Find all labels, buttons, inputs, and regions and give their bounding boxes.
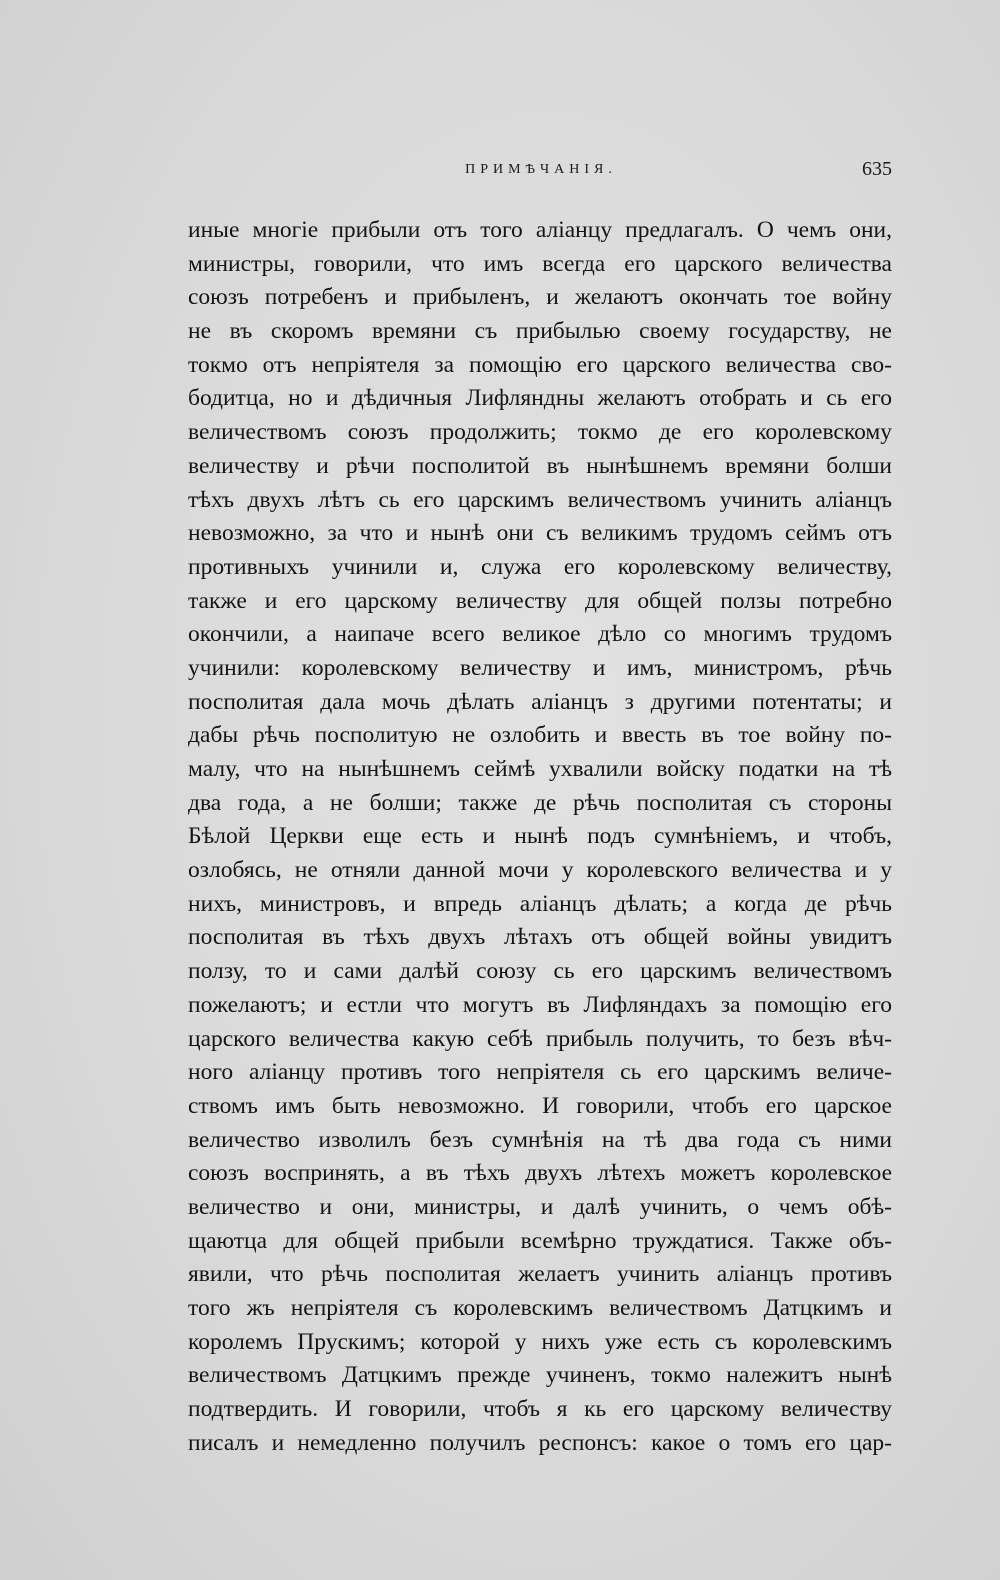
body-text [188,214,892,1460]
text-line: не въ скоромъ времяни съ прибылью своему государству, не [188,318,892,345]
text-line: щаютца для общей прибыли всемѣрно труждатися. Также объ- [188,1227,892,1254]
text-line: писалъ и немедленно получилъ респонсъ: какое о томъ его цар- [188,1429,892,1456]
text-line: подтвердить. И говорили, чтобъ я кь его царскому величеству [188,1396,892,1423]
text-line: противныхъ учинили и, служа его королевскому величеству, [188,553,892,580]
text-line: учинили: королевскому величеству и имъ, министромъ, рѣчь [188,654,892,681]
text-line: Бѣлой Церкви еще есть и нынѣ подъ сумнѣніемъ, и чтобъ, [188,823,892,850]
text-line: невозможно, за что и нынѣ они съ великимъ трудомъ сеймъ отъ [188,520,892,547]
text-line: величествомъ союзъ продолжить; токмо де его королевскому [188,419,892,446]
text-line: министры, говорили, что имъ всегда его царского величества [188,250,892,277]
text-line: нихъ, министровъ, и впредь аліанцъ дѣлать; а когда де рѣчь [188,890,892,917]
text-line: малу, что на нынѣшнемъ сеймѣ ухвалили войску податки на тѣ [188,756,892,782]
text-line: тѣхъ двухъ лѣтъ сь его царскимъ величествомъ учинить аліанцъ [188,486,892,513]
running-head [190,158,892,188]
text-line: дабы рѣчь посполитую не озлобить и ввесть въ тое войну по- [188,722,892,749]
running-title: ПРИМѢЧАНІЯ. [465,162,617,177]
text-line: два года, а не болши; также де рѣчь посполитая съ стороны [188,789,892,816]
text-line: ного аліанцу противъ того непріятеля сь его царскимъ величе- [188,1059,892,1086]
text-line: ствомъ имъ быть невозможно. И говорили, чтобъ его царское [188,1092,892,1119]
text-line: царского величества какую себѣ прибыль получить, то безъ вѣч- [188,1025,892,1052]
text-line: посполитая дала мочь дѣлать аліанцъ з другими потентаты; и [188,688,892,715]
text-line: величество изволилъ безъ сумнѣнія на тѣ два года съ ними [188,1126,892,1153]
text-line: того жъ непріятеля съ королевскимъ величествомъ Датцкимъ и [188,1295,892,1321]
text-line: пожелаютъ; и естли что могутъ въ Лифляндахъ за помощію его [188,991,892,1018]
text-line: ползу, то и сами далѣй союзу сь его царскимъ величествомъ [188,958,892,985]
text-line: явили, что рѣчь посполитая желаетъ учинить аліанцъ противъ [188,1261,892,1288]
text-line: токмо отъ непріятеля за помощію его царского величества сво- [188,351,892,378]
text-line: бодитца, но и дѣдичныя Лифляндны желаютъ отобрать и сь его [188,385,892,412]
text-line: величество и они, министры, и далѣ учинить, о чемъ обѣ- [188,1193,892,1220]
text-line: окончили, а наипаче всего великое дѣло со многимъ трудомъ [188,621,892,648]
text-line: посполитая въ тѣхъ двухъ лѣтахъ отъ общей войны увидитъ [188,924,892,951]
text-line: озлобясь, не отняли данной мочи у королевского величества и у [188,857,892,884]
text-line: иные многіе прибыли отъ того аліанцу предлагалъ. О чемъ они, [188,217,892,243]
text-line: союзъ потребенъ и прибыленъ, и желаютъ окончать тое войну [188,284,892,311]
text-line: также и его царскому величеству для общей ползы потребно [188,587,892,614]
text-line: величеству и рѣчи посполитой въ нынѣшнемъ времяни болши [188,452,892,479]
text-line: союзъ воспринять, а въ тѣхъ двухъ лѣтехъ можетъ королевское [188,1160,892,1187]
text-line: королемъ Прускимъ; которой у нихъ уже есть съ королевскимъ [188,1328,892,1355]
text-line: величествомъ Датцкимъ прежде учиненъ, токмо належитъ нынѣ [188,1362,892,1389]
page-number: 635 [862,158,892,180]
